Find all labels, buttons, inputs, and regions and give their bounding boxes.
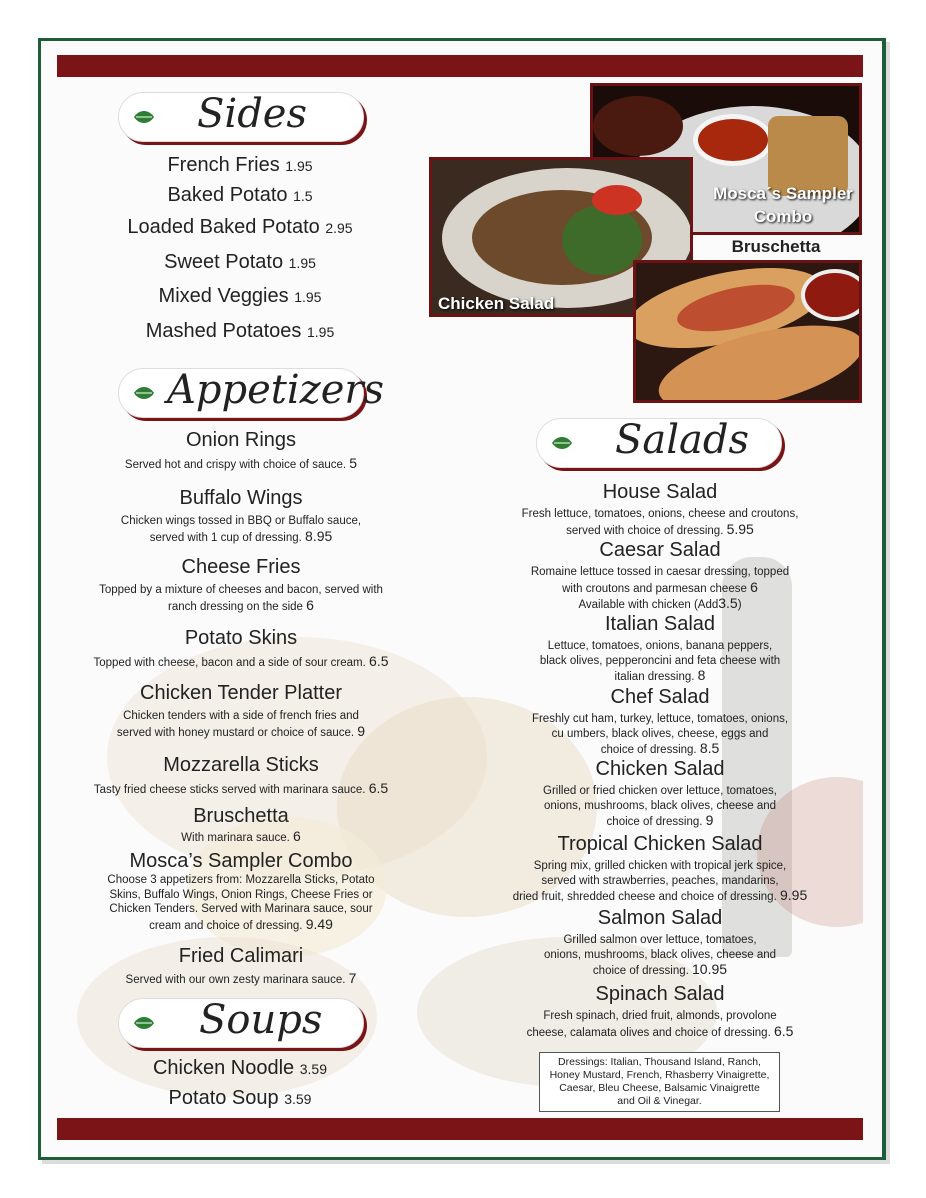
menu-item: Potato Soup 3.59 (168, 1087, 312, 1109)
leaf-icon (133, 1015, 155, 1031)
dressings-box (539, 1052, 780, 1112)
menu-item: Italian Salad Lettuce, tomatoes, onions, banana peppers, black olives, pepperoncini and feta cheese with italian dressing. 8 (539, 613, 781, 683)
dressings-line: Caesar, Bleu Cheese, Balsamic Vinaigrette (559, 1082, 760, 1094)
dressings-line: Dressings: Italian, Thousand Island, Ranch, (558, 1056, 761, 1068)
menu-item: Chicken Salad Grilled or fried chicken over lettuce, tomatoes, onions, mushrooms, black olives, cheese and choice of dressing. 9 (543, 758, 777, 828)
sides-header (118, 92, 364, 142)
menu-item: Caesar Salad Romaine lettuce tossed in caesar dressing, topped with croutons and parmesan cheese 6 Available with chicken (Add3.5) (530, 539, 790, 611)
bruschetta-label: Bruschetta (731, 237, 821, 256)
leaf-icon (551, 435, 573, 451)
menu-item: Loaded Baked Potato 2.95 (127, 216, 353, 238)
menu-item: Onion Rings Served hot and crispy with choice of sauce. 5 (124, 429, 358, 471)
menu-item: French Fries 1.95 (167, 154, 313, 176)
menu-item: Mixed Veggies 1.95 (158, 285, 322, 307)
menu-item: Sweet Potato 1.95 (164, 251, 316, 273)
dressings-line: Honey Mustard, French, Rhasberry Vinaigrette, (549, 1069, 770, 1081)
appetizers-title: Appetizers (167, 367, 385, 413)
menu-item: Baked Potato 1.5 (167, 184, 313, 206)
menu-item: Chicken Noodle 3.59 (152, 1057, 327, 1079)
chicken-salad-caption: Chicken Salad (438, 294, 555, 313)
bruschetta-photo (633, 260, 862, 403)
menu-item: Buffalo Wings Chicken wings tossed in BBQ or Buffalo sauce, served with 1 cup of dressing. 8.95 (120, 487, 362, 544)
menu-item: Mashed Potatoes 1.95 (145, 320, 335, 342)
menu-item: Cheese Fries Topped by a mixture of cheeses and bacon, served with ranch dressing on the side 6 (99, 556, 383, 613)
soups-title: Soups (199, 997, 323, 1043)
menu-item: Mosca’s Sampler Combo Choose 3 appetizers from: Mozzarella Sticks, Potato Skins, Buffalo Wings, Onion Rings, Cheese Fries or Chicken Tenders. Served with Marinara sauce, sour cream and choice of dressing. 9.49 (107, 850, 375, 932)
salads-title: Salads (615, 417, 750, 463)
soups-header (118, 998, 364, 1048)
dressings-line: and Oil & Vinegar. (617, 1095, 702, 1107)
menu-item: Spinach Salad Fresh spinach, dried fruit, almonds, provolone cheese, calamata olives and choice of dressing. 6.5 (526, 983, 794, 1039)
sides-title: Sides (197, 91, 307, 137)
menu-item: Chicken Tender Platter Chicken tenders with a side of french fries and served with honey mustard or choice of sauce. 9 (116, 682, 366, 739)
menu-item: Salmon Salad Grilled salmon over lettuce, tomatoes, onions, mushrooms, black olives, cheese and choice of dressing. 10.95 (543, 907, 777, 977)
leaf-icon (133, 109, 155, 125)
menu-item: Potato Skins Topped with cheese, bacon and a side of sour cream. 6.5 (93, 627, 389, 669)
leaf-icon (133, 385, 155, 401)
menu-item: Fried Calimari Served with our own zesty marinara sauce. 7 (125, 945, 357, 986)
appetizers-header (118, 367, 385, 418)
menu-item: Bruschetta With marinara sauce. 6 (181, 805, 301, 844)
menu-item: Mozzarella Sticks Tasty fried cheese sticks served with marinara sauce. 6.5 (93, 754, 389, 796)
menu-item: Chef Salad Freshly cut ham, turkey, lettuce, tomatoes, onions, cu umbers, black olives, cheese, eggs and choice of dressing. 8.5 (531, 686, 789, 756)
menu-item: House Salad Fresh lettuce, tomatoes, onions, cheese and croutons, served with choice of dressing. 5.95 (521, 481, 799, 537)
menu-item: Tropical Chicken Salad Spring mix, grilled chicken with tropical jerk spice, served with strawberries, peaches, mandarins, dried fruit, shredded cheese and choice of dressing. 9.95 (512, 833, 808, 903)
salads-header (536, 418, 782, 468)
sampler-caption: Mosca´s Sampler Combo (713, 184, 853, 226)
top-band (57, 55, 863, 77)
bottom-band (57, 1118, 863, 1140)
